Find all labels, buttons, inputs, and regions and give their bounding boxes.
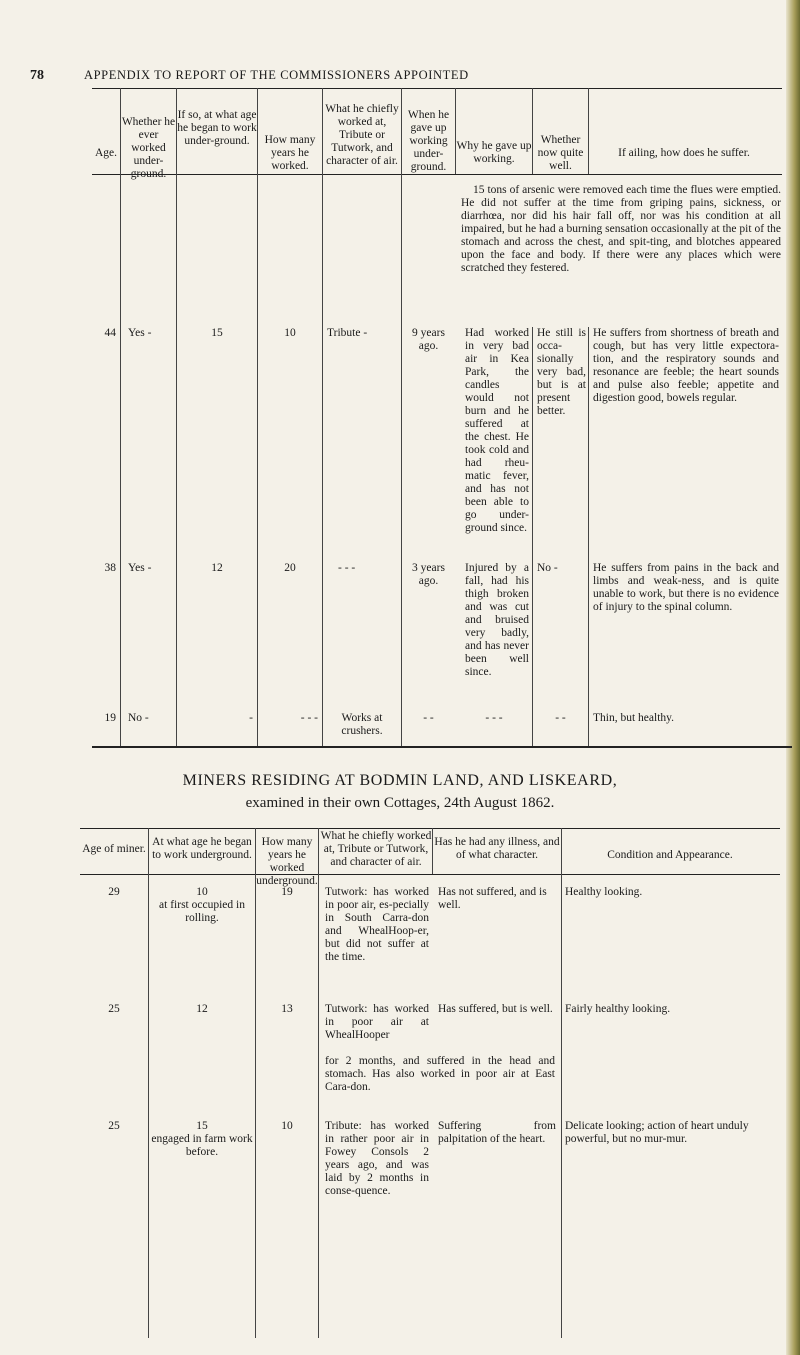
- header-now-well: Whether now quite well.: [537, 134, 584, 172]
- table2-top-rule: [80, 828, 780, 829]
- table1-bottom-rule: [92, 746, 792, 748]
- t1-r3-underground: No -: [128, 712, 149, 724]
- t1-r2-years: 20: [284, 562, 296, 574]
- t1-r2-age-began: 12: [211, 562, 223, 574]
- t1-r1-ailing: He suffers from shortness of breath and cough, but has very little expectora-tion, and the respiratory sounds and resonance are feeble; the heart sounds and pulse also feeble; appetite and digestion good, bowels regular.: [593, 327, 779, 404]
- table1-top-rule: [92, 88, 782, 89]
- t1-r2-age: 38: [104, 562, 116, 574]
- t2-r1-began: 10: [196, 886, 208, 898]
- t2-r1-age: 29: [108, 886, 120, 898]
- header-years-worked: How many years he worked.: [264, 134, 316, 172]
- t2-r1-condition: Healthy looking.: [565, 886, 643, 898]
- t1-r3-ailing: Thin, but healthy.: [593, 712, 675, 724]
- t2-r3-began-note: engaged in farm work before.: [151, 1133, 253, 1158]
- t1-r1-when: 9 years ago.: [412, 327, 445, 352]
- t2-r2-condition: Fairly healthy looking.: [565, 1003, 671, 1015]
- t2-r3-illness: Suffering from palpitation of the heart.: [438, 1120, 556, 1145]
- t2-header-work: What he chiefly worked at, Tribute or Tutwork, and character of air.: [320, 830, 432, 868]
- t2-header-began: At what age he began to work underground.: [152, 836, 252, 861]
- t1-r2-why: Injured by a fall, had his thigh broken and was cut and bruised very badly, and has never been well since.: [465, 562, 529, 678]
- header-why-gave-up: Why he gave up working.: [456, 140, 532, 165]
- t1-r1-why: Had worked in very bad air in Kea Park, the candles would not burn and he suffered at the chest. He took cold and had rheu-matic fever, and has not been able to go under-ground since.: [465, 327, 529, 534]
- t1-r3-work: Works at crushers.: [341, 712, 383, 737]
- t1-r2-work: - - -: [338, 562, 356, 574]
- header-ailing: If ailing, how does he suffer.: [618, 147, 750, 159]
- t1-r1-work: Tribute -: [327, 327, 368, 339]
- page-edge: [786, 0, 800, 1355]
- t1-r3-well: - -: [555, 712, 566, 724]
- section-subtitle: examined in their own Cottages, 24th August 1862.: [245, 795, 555, 811]
- t2-r2-illness: Has suffered, but is well.: [438, 1003, 553, 1015]
- t2-header-age: Age of miner.: [82, 843, 146, 855]
- t2-r3-age: 25: [108, 1120, 120, 1132]
- t1-r3-why: - - -: [485, 712, 503, 724]
- header-worked-underground: Whether he ever worked under-ground.: [121, 116, 176, 180]
- t2-r1-illness: Has not suffered, and is well.: [438, 886, 547, 911]
- t2-r3-condition: Delicate looking; action of heart unduly powerful, but no mur-mur.: [565, 1120, 749, 1145]
- t1-r1-well: He still is occa-sionally very bad, but is at present better.: [537, 327, 586, 417]
- t1-r1-age: 44: [104, 327, 116, 339]
- header-work-character: What he chiefly worked at, Tribute or Tutwork, and character of air.: [325, 103, 399, 167]
- t2-r3-began: 15: [196, 1120, 208, 1132]
- t2-r2-began: 12: [196, 1003, 208, 1015]
- page-number: 78: [30, 68, 44, 83]
- t1-r1-age-began: 15: [211, 327, 223, 339]
- t2-r1-years: 19: [281, 886, 293, 898]
- t2-r1-work: Tutwork: has worked in poor air, es-pecially in South Carra-don and WhealHoop-er, but did not suffer at the time.: [325, 886, 429, 963]
- t2-r2-years: 13: [281, 1003, 293, 1015]
- t1-r1-years: 10: [284, 327, 296, 339]
- t1-r2-ailing: He suffers from pains in the back and limbs and weak-ness, and is quite unable to work, but there is no evidence of injury to the spinal column.: [593, 562, 779, 613]
- header-when-gave-up: When he gave up working under-ground.: [407, 109, 450, 173]
- header-age: Age.: [94, 147, 118, 159]
- table2-header-rule: [80, 874, 780, 875]
- t2-r3-work: Tribute: has worked in rather poor air in Fowey Consols 2 years ago, and was laid by 2 months in conse-quence.: [325, 1120, 429, 1197]
- t1-r1-underground: Yes -: [128, 327, 152, 339]
- t1-r3-when: - -: [423, 712, 434, 724]
- table1-header-rule: [92, 174, 782, 175]
- t2-r2-age: 25: [108, 1003, 120, 1015]
- t1-r3-age: 19: [104, 712, 116, 724]
- t1-r3-years: - - -: [300, 712, 318, 724]
- t2-header-illness: Has he had any illness, and of what character.: [434, 836, 560, 861]
- running-head: APPENDIX TO REPORT OF THE COMMISSIONERS APPOINTED: [84, 68, 469, 82]
- t2-r2-work-cont: for 2 months, and suffered in the head and stomach. Has also worked in poor air at East Cara-don.: [325, 1055, 555, 1093]
- t2-header-years: How many years he worked underground.: [256, 836, 318, 887]
- header-age-began: If so, at what age he began to work under-ground.: [177, 109, 257, 147]
- t1-r2-when: 3 years ago.: [412, 562, 445, 587]
- table1-intro-paragraph: 15 tons of arsenic were removed each time the flues were emptied. He did not suffer at the time from griping pains, sickness, or diarrhœa, nor did his hair fall off, nor was his condition at all impaired, but he had a burning sensation occasionally at the pit of the stomach and across the chest, and spit-ting, and blotches appeared upon the face and body. If there were any places which were scratched they festered.: [461, 184, 781, 274]
- t1-r2-underground: Yes -: [128, 562, 152, 574]
- t2-r2-work: Tutwork: has worked in poor air at WhealHooper: [325, 1003, 429, 1041]
- t2-header-condition: Condition and Appearance.: [607, 849, 733, 861]
- section-title: MINERS RESIDING AT BODMIN LAND, AND LISKEARD,: [182, 772, 618, 789]
- t2-r3-years: 10: [281, 1120, 293, 1132]
- t1-r3-age-began: -: [249, 712, 253, 724]
- t2-r1-began-note: at first occupied in rolling.: [159, 899, 245, 924]
- t1-r2-well: No -: [537, 562, 558, 574]
